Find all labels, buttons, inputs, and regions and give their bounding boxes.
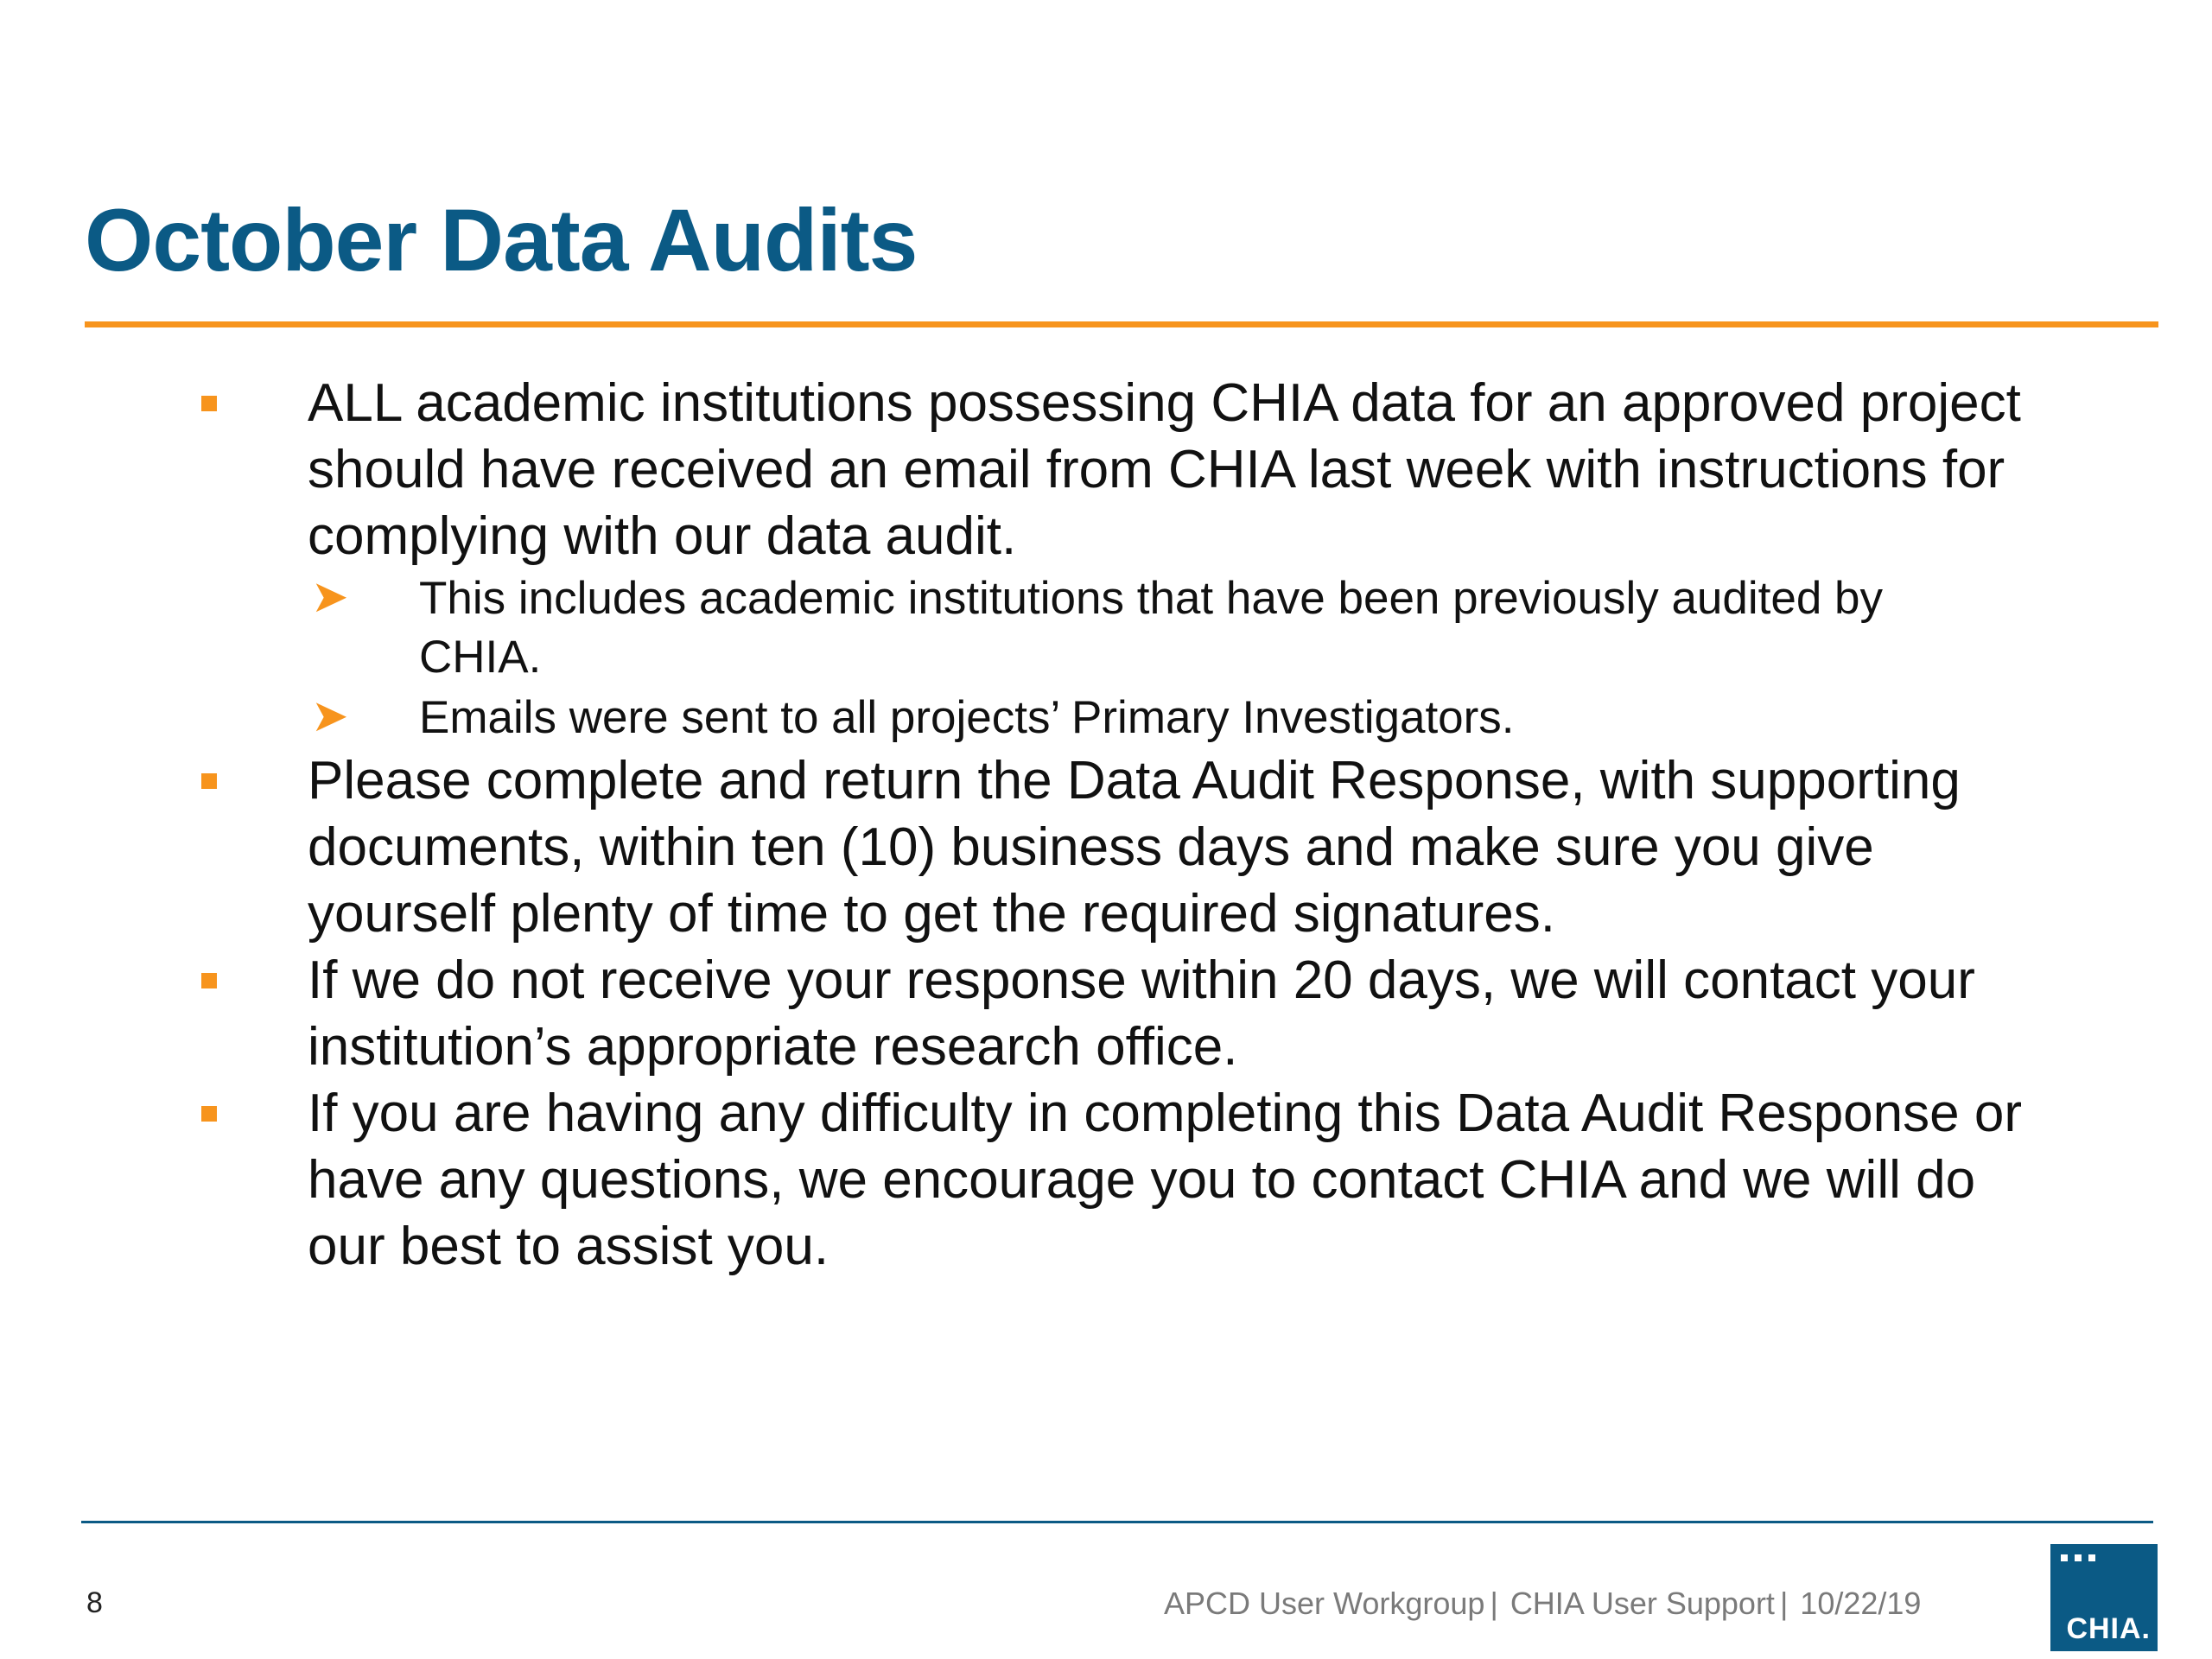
bullet-item (0, 747, 2062, 947)
bullet-text: If you are having any difficulty in completing this Data Audit Response or have any questions, we encourage you to contact CHIA and we will do our best to assist you. (308, 1084, 2022, 1276)
slide-content (0, 370, 2212, 1280)
footer-info (1164, 1586, 1921, 1622)
bullet-text: If we do not receive your response within 20 days, we will contact your institution’s appropriate research office. (308, 950, 1975, 1077)
page-number: 8 (86, 1586, 103, 1619)
logo-dots-icon (2061, 1554, 2113, 1561)
sub-bullet-item (0, 689, 2009, 747)
bullet-text: Please complete and return the Data Audit Response, with supporting documents, within ten (10) business days and make sure you give yourself plenty of time to get the required signatures. (308, 751, 1961, 944)
footer-workgroup: APCD User Workgroup (1164, 1586, 1485, 1621)
bullet-item (0, 947, 2062, 1080)
arrow-bullet-icon: ➤ (311, 691, 349, 741)
bullet-item (0, 370, 2062, 569)
footer-separator: | (1779, 1586, 1789, 1621)
sub-bullet-item (0, 569, 2009, 687)
square-bullet-icon (201, 396, 217, 411)
arrow-bullet-icon: ➤ (311, 572, 349, 622)
bullet-item (0, 1080, 2062, 1280)
footer-date: 10/22/19 (1800, 1586, 1922, 1621)
chia-logo (2050, 1544, 2158, 1651)
sub-bullet-text: Emails were sent to all projects’ Primary Investigators. (419, 692, 1515, 743)
sub-bullet-text: This includes academic institutions that have been previously audited by CHIA. (419, 573, 1884, 683)
square-bullet-icon (201, 773, 217, 789)
title-divider (85, 321, 2158, 327)
bullet-text: ALL academic institutions possessing CHIA data for an approved project should have received an email from CHIA last week with instructions for complying with our data audit. (308, 373, 2021, 566)
footer-support: CHIA User Support (1510, 1586, 1775, 1621)
logo-text: CHIA. (2066, 1612, 2151, 1645)
slide-title: October Data Audits (85, 191, 918, 289)
footer-divider (81, 1521, 2153, 1523)
square-bullet-icon (201, 1106, 217, 1122)
footer-separator: | (1490, 1586, 1498, 1621)
square-bullet-icon (201, 973, 217, 988)
